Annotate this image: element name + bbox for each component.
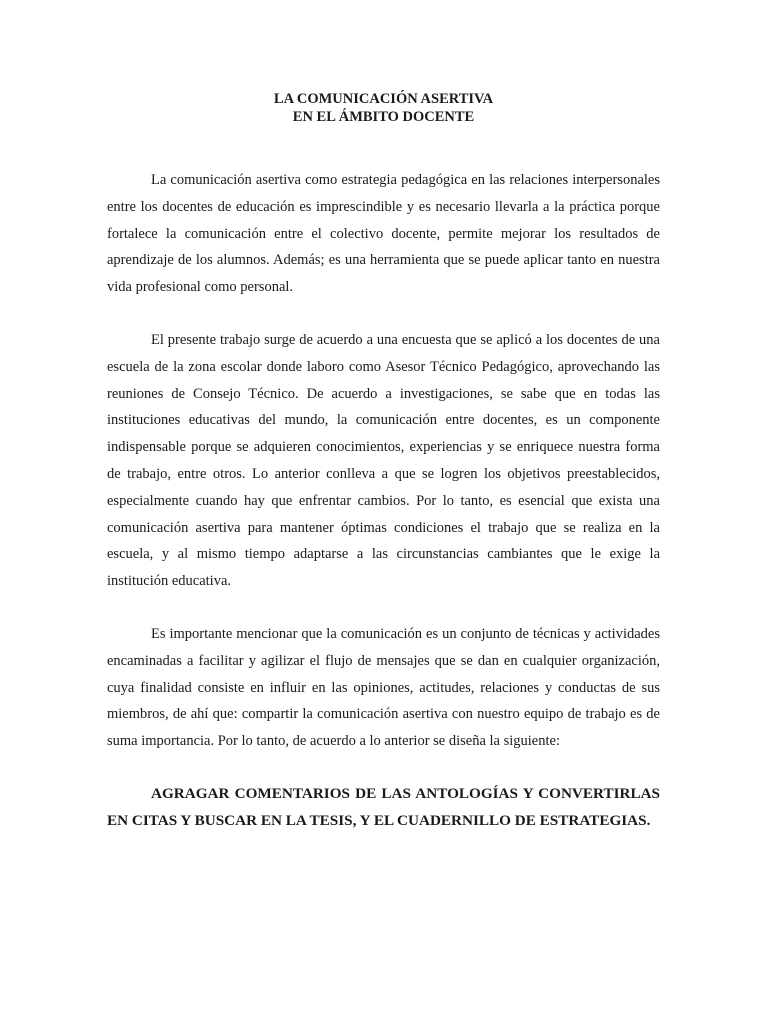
paragraph-2: El presente trabajo surge de acuerdo a una encuesta que se aplicó a los docentes de una escuela de la zona escolar donde laboro como Asesor Técnico Pedagógico, aprovechando las reuniones de Consejo Técnico. De acuerdo a investigaciones, se sabe que en todas las instituciones educativas del mundo, la comunicación entre docentes, es un componente indispensable porque se adquieren conocimientos, experiencias y se enriquece nuestra forma de trabajo, entre otros. Lo anterior conlleva a que se logren los objetivos preestablecidos, especialmente cuando hay que enfrentar cambios. Por lo tanto, es esencial que exista una comunicación asertiva para mantener óptimas condiciones el trabajo que se realiza en la escuela, y al mismo tiempo adaptarse a las circunstancias cambiantes que le exige la institución educativa. (107, 331, 660, 590)
document-page (107, 90, 660, 834)
closing-note: AGRAGAR COMENTARIOS DE LAS ANTOLOGÍAS Y CONVERTIRLAS EN CITAS Y BUSCAR EN LA TESIS, Y EL CUADERNILLO DE ESTRATEGIAS. (107, 784, 660, 829)
title-line-2: EN EL ÁMBITO DOCENTE (292, 109, 475, 125)
paragraph-3: Es importante mencionar que la comunicación es un conjunto de técnicas y actividades encaminadas a facilitar y agilizar el flujo de mensajes que se dan en cualquier organización, cuya finalidad consiste en influir en las opiniones, actitudes, relaciones y conductas de sus miembros, de ahí que: compartir la comunicación asertiva con nuestro equipo de trabajo es de suma importancia. Por lo tanto, de acuerdo a lo anterior se diseña la siguiente: (107, 625, 660, 750)
title-line-1: LA COMUNICACIÓN ASERTIVA (273, 91, 494, 107)
document-title (107, 90, 660, 126)
paragraph-1: La comunicación asertiva como estrategia pedagógica en las relaciones interpersonales entre los docentes de educación es imprescindible y es necesario llevarla a la práctica porque fortalece la comunicación entre el colectivo docente, permite mejorar los resultados de aprendizaje de los alumnos. Además; es una herramienta que se puede aplicar tanto en nuestra vida profesional como personal. (107, 172, 660, 296)
